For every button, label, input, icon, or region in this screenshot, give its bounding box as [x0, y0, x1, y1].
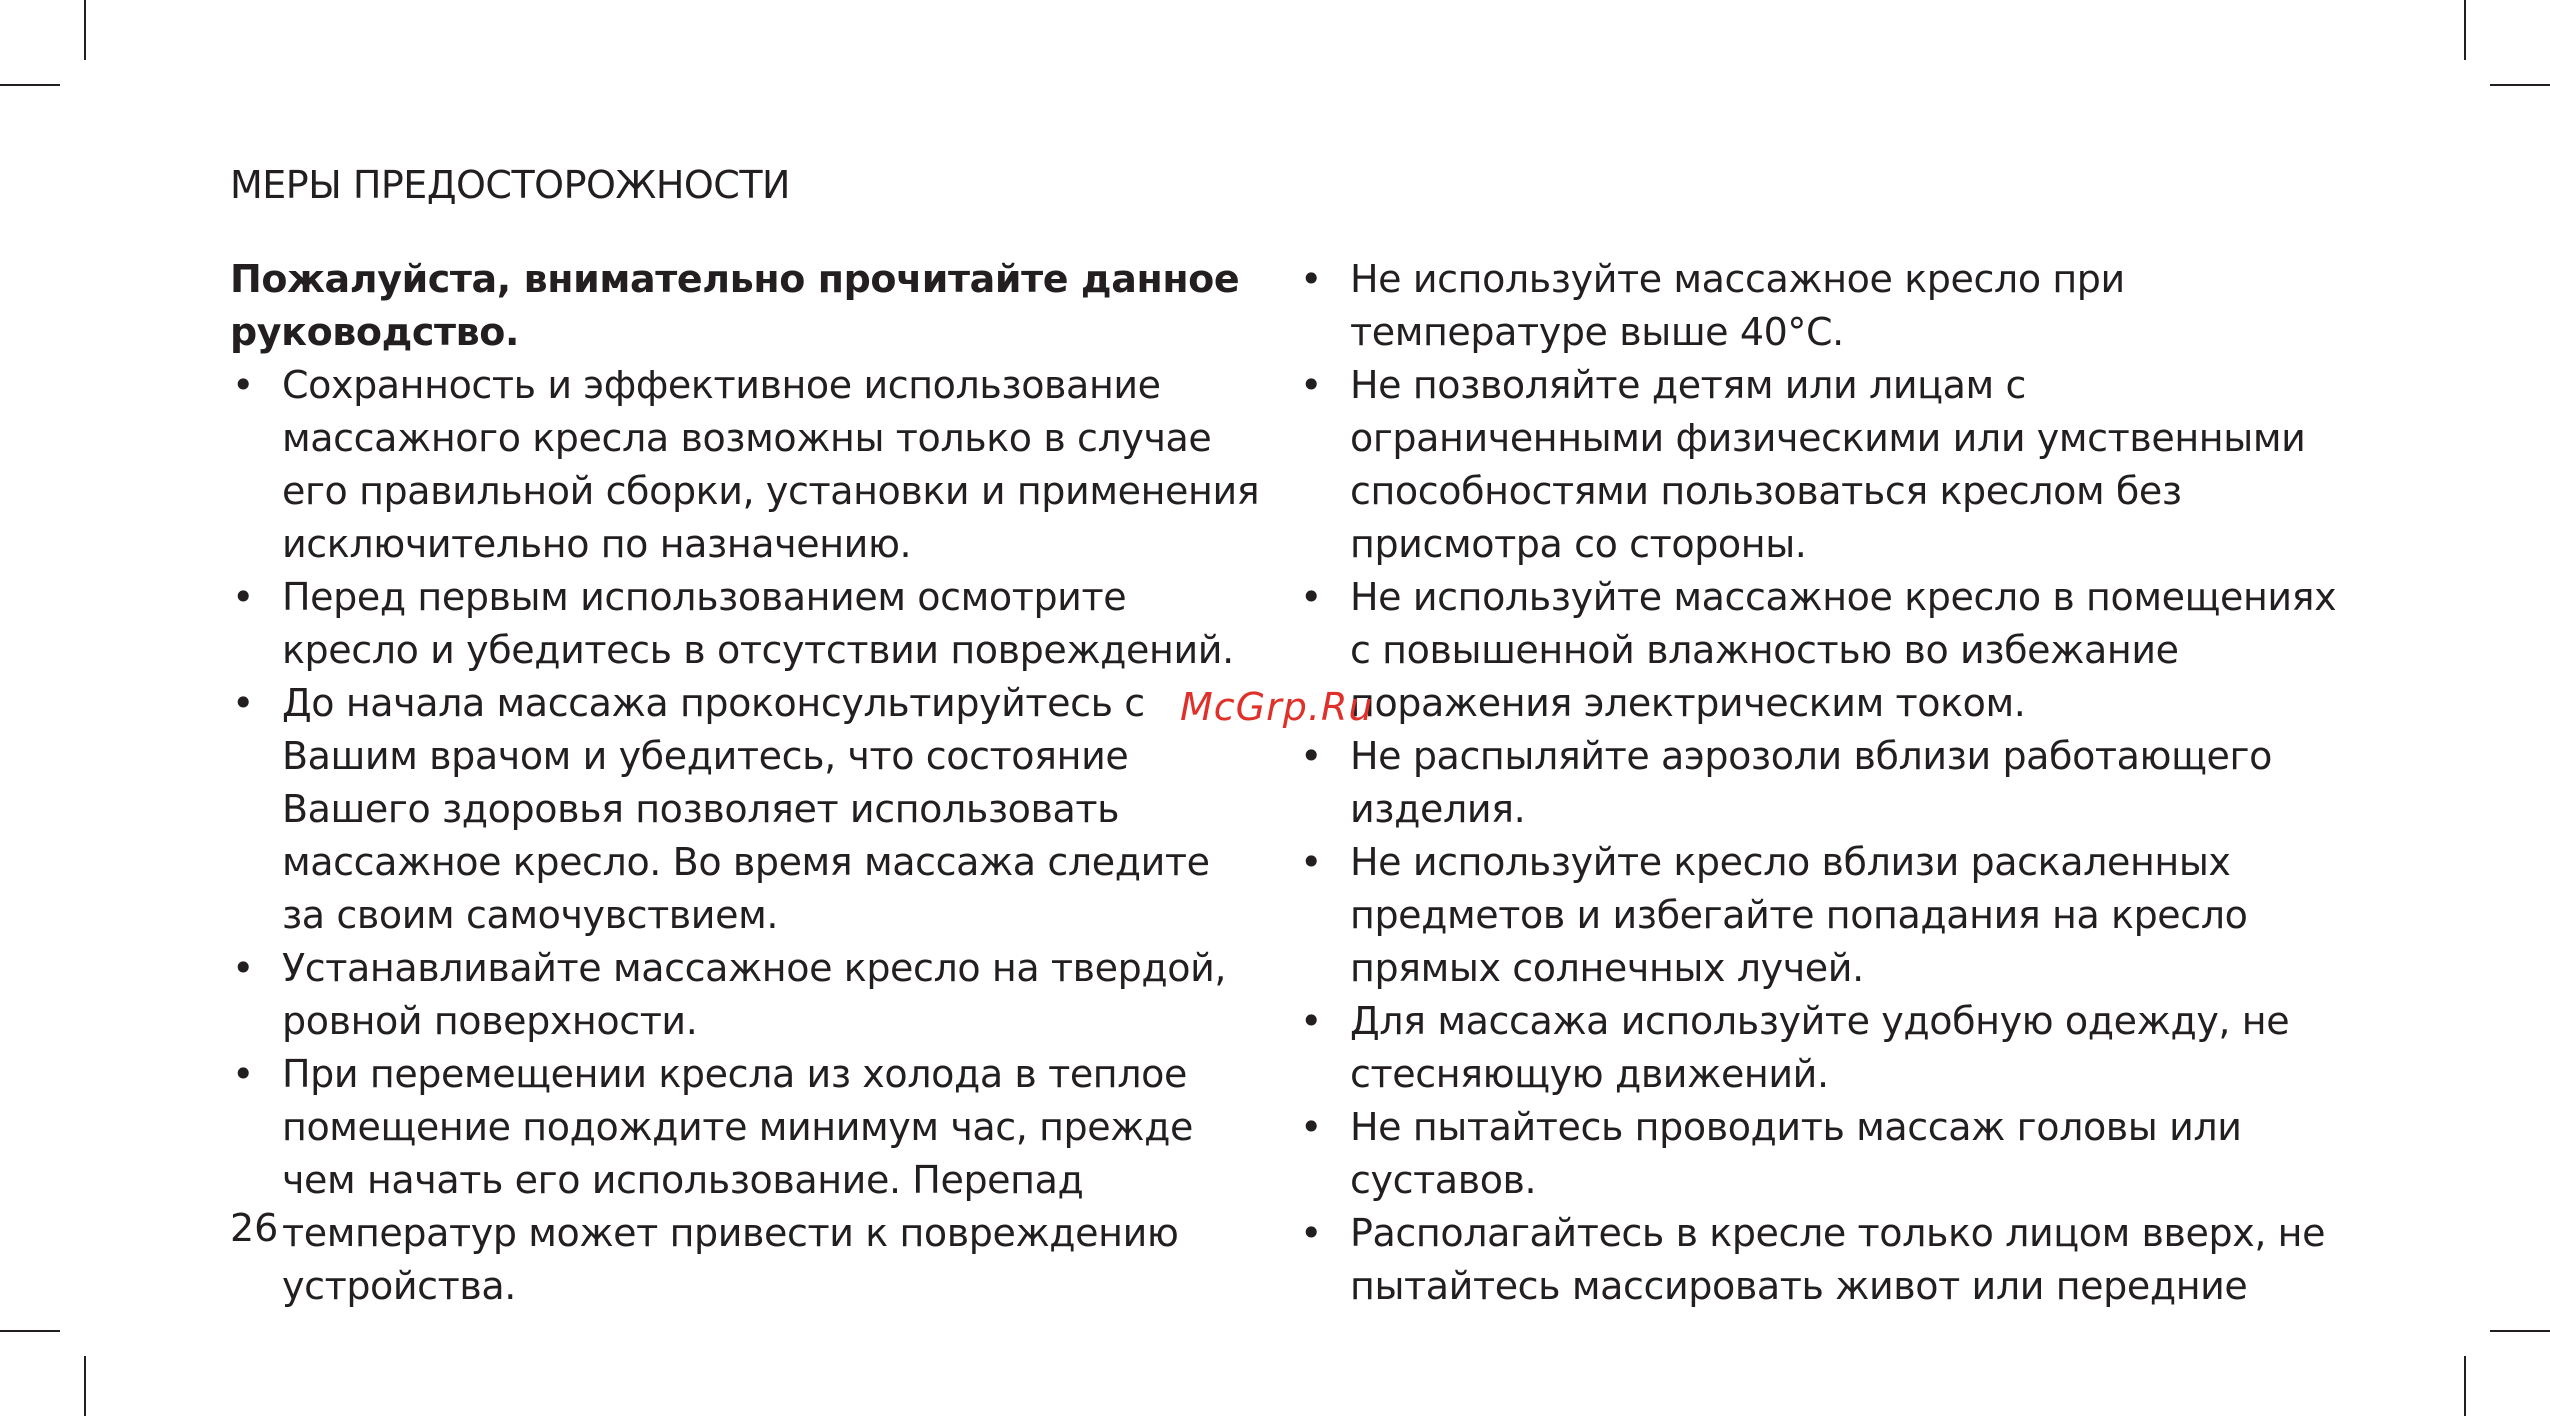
- list-item: • Не используйте массажное кресло при температуре выше 40°С.: [1298, 253, 2348, 359]
- page-number: 26: [230, 1206, 279, 1250]
- right-bullet-list: [1298, 253, 2348, 1313]
- list-item: • Перед первым использованием осмотрите кресло и убедитесь в отсутствии повреждений.: [230, 571, 1260, 677]
- crop-mark-bottom-right-horizontal: [2490, 1330, 2550, 1332]
- left-column: [230, 253, 1260, 1313]
- list-item: • Для массажа используйте удобную одежду, не стесняющую движений.: [1298, 995, 2348, 1101]
- crop-mark-bottom-left-vertical: [84, 1356, 86, 1416]
- list-item: • Не пытайтесь проводить массаж головы или суставов.: [1298, 1101, 2348, 1207]
- right-column: [1298, 253, 2348, 1313]
- list-item: • Устанавливайте массажное кресло на твердой, ровной поверхности.: [230, 942, 1260, 1048]
- list-item: • Не используйте массажное кресло в помещениях с повышенной влажностью во избежание поражения электрическим током.: [1298, 571, 2348, 730]
- list-item: • До начала массажа проконсультируйтесь с Вашим врачом и убедитесь, что состояние Вашего здоровья позволяет использовать массажное кресло. Во время массажа следите за своим самочувствием.: [230, 677, 1260, 942]
- watermark-text: McGrp.Ru: [1180, 685, 1374, 729]
- crop-mark-top-right-horizontal: [2490, 84, 2550, 86]
- left-bullet-list: [230, 359, 1260, 1313]
- list-item: • Располагайтесь в кресле только лицом вверх, не пытайтесь массировать живот или передние: [1298, 1207, 2348, 1313]
- crop-mark-bottom-left-horizontal: [0, 1330, 60, 1332]
- list-item: • При перемещении кресла из холода в теплое помещение подождите минимум час, прежде чем начать его использование. Перепад температур может привести к повреждению устройства.: [230, 1048, 1260, 1313]
- crop-mark-top-right-vertical: [2464, 0, 2466, 60]
- crop-mark-top-left-horizontal: [0, 84, 60, 86]
- section-title: МЕРЫ ПРЕДОСТОРОЖНОСТИ: [230, 163, 790, 207]
- crop-mark-top-left-vertical: [84, 0, 86, 60]
- list-item: • Сохранность и эффективное использование массажного кресла возможны только в случае его правильной сборки, установки и применения исключительно по назначению.: [230, 359, 1260, 571]
- list-item: • Не позволяйте детям или лицам с ограниченными физическими или умственными способностями пользоваться креслом без присмотра со стороны.: [1298, 359, 2348, 571]
- list-item: • Не используйте кресло вблизи раскаленных предметов и избегайте попадания на кресло прямых солнечных лучей.: [1298, 836, 2348, 995]
- list-item: • Не распыляйте аэрозоли вблизи работающего изделия.: [1298, 730, 2348, 836]
- intro-text: Пожалуйста, внимательно прочитайте данное руководство.: [230, 257, 1240, 354]
- crop-mark-bottom-right-vertical: [2464, 1356, 2466, 1416]
